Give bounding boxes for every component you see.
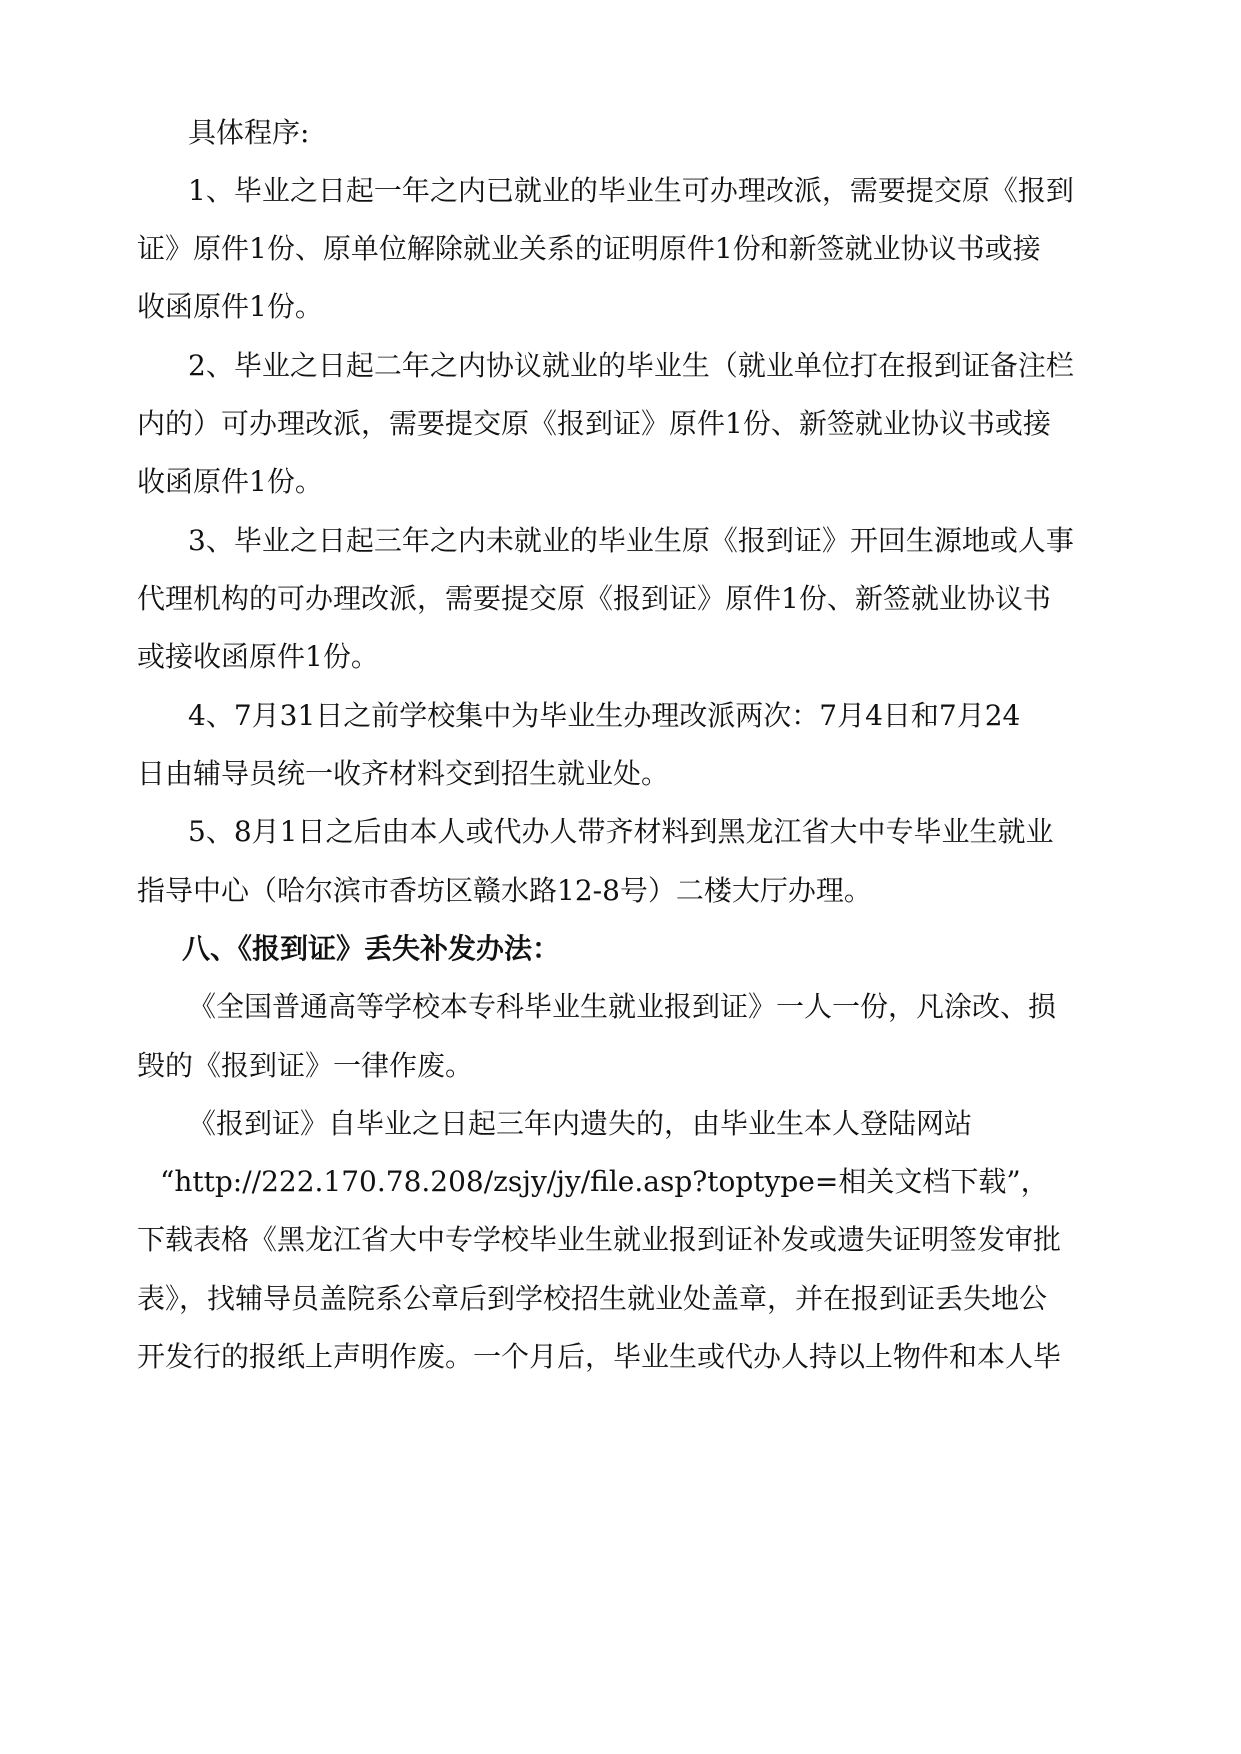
paragraph-line: 《全国普通高等学校本专科毕业生就业报到证》一人一份，凡涂改、损 xyxy=(188,990,1057,1023)
paragraph-line: 证》原件1份、原单位解除就业关系的证明原件1份和新签就业协议书或接 xyxy=(137,232,1041,265)
paragraph-line: 2、毕业之日起二年之内协议就业的毕业生（就业单位打在报到证备注栏 xyxy=(188,349,1074,382)
paragraph-line: 毁的《报到证》一律作废。 xyxy=(137,1049,474,1082)
paragraph-line: 1、毕业之日起一年之内已就业的毕业生可办理改派，需要提交原《报到 xyxy=(188,174,1074,207)
procedure-heading: 具体程序: xyxy=(188,116,310,149)
paragraph-line: 内的）可办理改派，需要提交原《报到证》原件1份、新签就业协议书或接 xyxy=(137,407,1051,440)
paragraph-line: 或接收函原件1份。 xyxy=(137,640,379,673)
paragraph-line: 3、毕业之日起三年之内未就业的毕业生原《报到证》开回生源地或人事 xyxy=(188,524,1074,557)
paragraph-line: 下载表格《黑龙江省大中专学校毕业生就业报到证补发或遗失证明签发审批 xyxy=(137,1223,1062,1256)
paragraph-line: 4、7月31日之前学校集中为毕业生办理改派两次：7月4日和7月24 xyxy=(188,699,1021,732)
paragraph-line: 收函原件1份。 xyxy=(137,290,323,323)
url-line: “http://222.170.78.208/zsjy/jy/file.asp?toptype=相关文档下载”， xyxy=(160,1165,1049,1198)
section-heading: 八、《报到证》丢失补发办法： xyxy=(182,932,561,965)
paragraph-line: 日由辅导员统一收齐材料交到招生就业处。 xyxy=(137,757,670,790)
paragraph-line: 5、8月1日之后由本人或代办人带齐材料到黑龙江省大中专毕业生就业 xyxy=(188,815,1054,848)
paragraph-line: 《报到证》自毕业之日起三年内遗失的，由毕业生本人登陆网站 xyxy=(188,1107,973,1140)
paragraph-line: 表》，找辅导员盖院系公章后到学校招生就业处盖章，并在报到证丢失地公 xyxy=(137,1282,1048,1315)
paragraph-line: 指导中心（哈尔滨市香坊区赣水路12-8号）二楼大厅办理。 xyxy=(137,874,872,907)
paragraph-line: 收函原件1份。 xyxy=(137,465,323,498)
paragraph-line: 代理机构的可办理改派，需要提交原《报到证》原件1份、新签就业协议书 xyxy=(137,582,1051,615)
paragraph-line: 开发行的报纸上声明作废。一个月后，毕业生或代办人持以上物件和本人毕 xyxy=(137,1340,1062,1373)
